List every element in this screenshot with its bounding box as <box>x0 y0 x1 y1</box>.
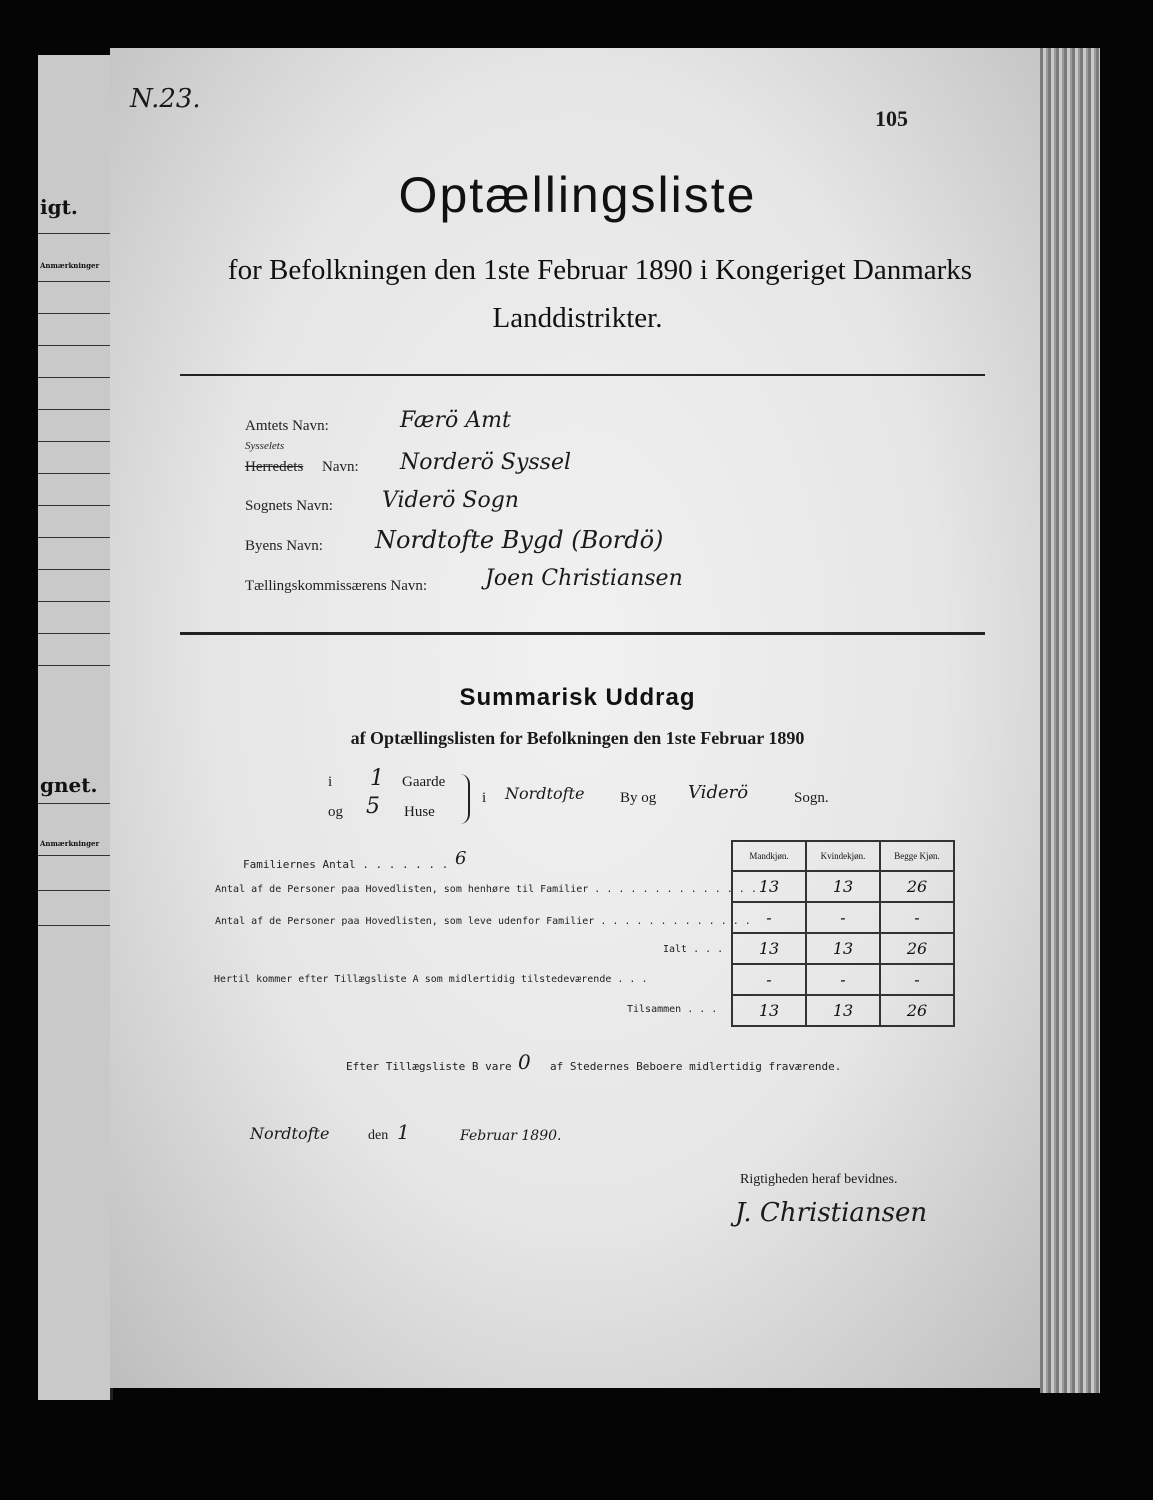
row-label-tillaeg-a: Hertil kommer efter Tillægsliste A som midlertidig tilstedeværende . . . <box>214 974 648 985</box>
field-label-by: Byens Navn: <box>245 538 323 554</box>
left-fragment-mid: gnet. <box>40 773 98 797</box>
tillaeg-b-value: 0 <box>518 1050 531 1074</box>
left-column-label-mid: Anmærkninger <box>40 839 100 848</box>
familier-value: 6 <box>455 848 467 869</box>
cell-ialt-mand: 13 <box>732 933 806 964</box>
summary-heading: Summarisk Uddrag <box>459 684 696 711</box>
col-header-kvinde: Kvindekjøn. <box>806 841 880 871</box>
sogn-label: Sogn. <box>794 790 829 806</box>
gaarde-label: Gaarde <box>402 774 446 790</box>
cell-familier-kvinde: 13 <box>806 871 880 902</box>
footer-place: Nordtofte <box>250 1124 330 1143</box>
cell-udenfor-begge: - <box>880 902 954 933</box>
col-header-begge: Begge Kjøn. <box>880 841 954 871</box>
field-label-amt: Amtets Navn: <box>245 418 329 434</box>
previous-page-strip <box>38 55 113 1400</box>
field-value-by: Nordtofte Bygd (Bordö) <box>375 526 664 554</box>
gaarde-prefix: i <box>328 774 333 790</box>
summary-table <box>731 840 955 1027</box>
cell-familier-mand: 13 <box>732 871 806 902</box>
footer-month-year: Februar 1890. <box>460 1128 562 1144</box>
place-sogn: Viderö <box>688 782 749 803</box>
footer-den: den <box>368 1128 389 1143</box>
row-label-tilsammen: Tilsammen . . . <box>627 1004 718 1015</box>
cell-ialt-kvinde: 13 <box>806 933 880 964</box>
attest-text: Rigtigheden heraf bevidnes. <box>740 1172 898 1187</box>
cell-tillaeg-mand: - <box>732 964 806 995</box>
place-prefix: i <box>482 790 487 806</box>
field-label-sogn: Sognets Navn: <box>245 498 333 514</box>
left-fragment-top: igt. <box>40 195 78 219</box>
signature: J. Christiansen <box>735 1198 928 1228</box>
divider-mid <box>180 632 985 635</box>
subtitle-line-2: Landdistrikter. <box>492 302 663 334</box>
brace <box>460 774 470 824</box>
tillaeg-b-prefix: Efter Tillægsliste B vare <box>346 1060 512 1073</box>
cell-tilsammen-mand: 13 <box>732 995 806 1026</box>
cell-tilsammen-kvinde: 13 <box>806 995 880 1026</box>
col-header-mand: Mandkjøn. <box>732 841 806 871</box>
cell-familier-begge: 26 <box>880 871 954 902</box>
field-value-amt: Færö Amt <box>400 408 511 433</box>
row-label-ialt: Ialt . . . . <box>663 944 736 955</box>
row-label-familier: Antal af de Personer paa Hovedlisten, som henhøre til Familier . . . . . . . . . . . . . . <box>215 884 757 895</box>
subtitle-line-1: for Befolkningen den 1ste Februar 1890 i Kongeriget Danmarks <box>227 254 973 286</box>
field-value-syssel: Norderö Syssel <box>400 450 572 475</box>
field-label-herred-struck: Herredets <box>245 459 304 475</box>
huse-prefix: og <box>328 804 343 820</box>
left-column-label-top: Anmærkninger <box>40 261 100 270</box>
cell-udenfor-kvinde: - <box>806 902 880 933</box>
footer-day: 1 <box>397 1120 410 1144</box>
tillaeg-b-suffix: af Stedernes Beboere midlertidig fraværende. <box>550 1060 842 1073</box>
reference-number: N.23. <box>130 84 201 114</box>
cell-tilsammen-begge: 26 <box>880 995 954 1026</box>
page-number: 105 <box>875 106 908 131</box>
cell-udenfor-mand: - <box>732 902 806 933</box>
huse-value: 5 <box>366 794 380 819</box>
page-title: Optællingsliste <box>398 167 757 223</box>
cell-ialt-begge: 26 <box>880 933 954 964</box>
summary-subheading: af Optællingslisten for Befolkningen den 1ste Februar 1890 <box>350 728 805 748</box>
divider-top <box>180 374 985 376</box>
cell-tillaeg-kvinde: - <box>806 964 880 995</box>
familier-label: Familiernes Antal . . . . . . . <box>243 858 449 871</box>
by-label: By og <box>620 790 657 806</box>
field-value-sogn: Viderö Sogn <box>382 488 519 513</box>
gaarde-value: 1 <box>370 766 384 791</box>
row-label-udenfor: Antal af de Personer paa Hovedlisten, som leve udenfor Familier . . . . . . . . . . . . . <box>215 916 751 927</box>
field-value-kommissaer: Joen Christiansen <box>485 566 683 591</box>
place-by: Nordtofte <box>505 784 585 803</box>
census-page <box>110 48 1045 1388</box>
field-label-kommissaer: Tællingskommissærens Navn: <box>245 578 428 594</box>
field-label-syssel: Navn: <box>322 459 359 475</box>
book-page-edges <box>1040 48 1100 1393</box>
huse-label: Huse <box>404 804 435 820</box>
field-label-syssel-insert: Sysselets <box>245 440 285 452</box>
cell-tillaeg-begge: - <box>880 964 954 995</box>
